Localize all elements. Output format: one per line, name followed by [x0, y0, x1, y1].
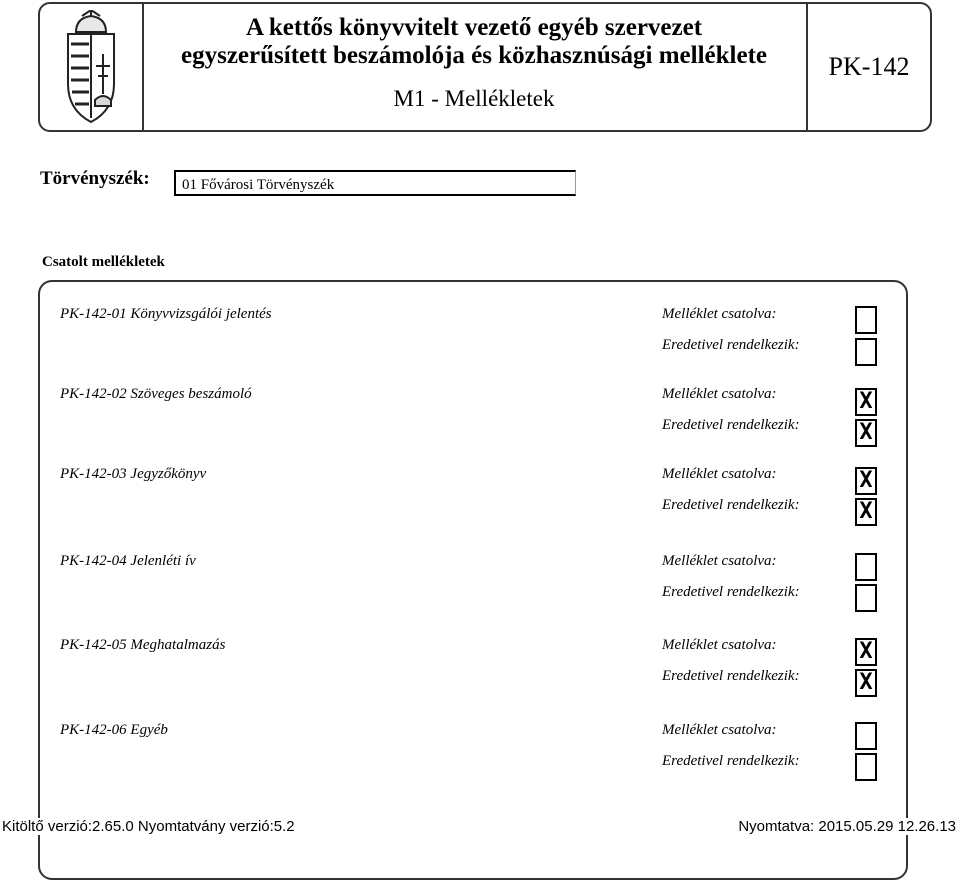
original-question: Eredetivel rendelkezik: — [662, 497, 800, 513]
original-question: Eredetivel rendelkezik: — [662, 753, 800, 769]
form-code: PK-142 — [828, 52, 910, 81]
attached-question: Melléklet csatolva: — [662, 553, 777, 569]
original-question: Eredetivel rendelkezik: — [662, 337, 800, 353]
attachment-row-label: PK-142-02 Szöveges beszámoló — [60, 386, 252, 402]
attached-checkbox[interactable]: X — [855, 388, 877, 416]
original-checkbox[interactable] — [855, 753, 877, 781]
attached-checkbox[interactable] — [855, 306, 877, 334]
court-field[interactable]: 01 Fővárosi Törvényszék — [174, 170, 576, 196]
attachment-row-label: PK-142-06 Egyéb — [60, 722, 168, 738]
section-title: Csatolt mellékletek — [42, 254, 165, 270]
print-timestamp: Nyomtatva: 2015.05.29 12.26.13 — [738, 818, 956, 835]
form-subtitle: M1 - Mellékletek — [393, 86, 555, 111]
form-title-line2: egyszerűsített beszámolója és közhasznúsági melléklete — [181, 42, 767, 69]
attached-question: Melléklet csatolva: — [662, 466, 777, 482]
original-checkbox[interactable]: X — [855, 669, 877, 697]
attachment-row-label: PK-142-04 Jelenléti ív — [60, 553, 196, 569]
original-checkbox[interactable]: X — [855, 419, 877, 447]
original-question: Eredetivel rendelkezik: — [662, 668, 800, 684]
form-header — [38, 2, 932, 132]
original-checkbox[interactable] — [855, 584, 877, 612]
coat-of-arms-cell — [40, 4, 144, 130]
attached-checkbox[interactable] — [855, 722, 877, 750]
attached-question: Melléklet csatolva: — [662, 386, 777, 402]
attached-question: Melléklet csatolva: — [662, 722, 777, 738]
attachment-row-label: PK-142-01 Könyvvizsgálói jelentés — [60, 306, 272, 322]
title-cell — [142, 4, 808, 130]
attached-question: Melléklet csatolva: — [662, 637, 777, 653]
attachment-row-label: PK-142-05 Meghatalmazás — [60, 637, 226, 653]
attachments-panel — [38, 280, 908, 880]
original-question: Eredetivel rendelkezik: — [662, 584, 800, 600]
attachment-row-label: PK-142-03 Jegyzőkönyv — [60, 466, 207, 482]
attached-checkbox[interactable]: X — [855, 638, 877, 666]
original-question: Eredetivel rendelkezik: — [662, 417, 800, 433]
form-title-line1: A kettős könyvvitelt vezető egyéb szervezet — [245, 14, 703, 41]
version-info: Kitöltő verzió:2.65.0 Nyomtatvány verzió:5.2 — [2, 818, 295, 835]
attached-question: Melléklet csatolva: — [662, 306, 777, 322]
coat-of-arms-icon — [62, 10, 120, 126]
attached-checkbox[interactable]: X — [855, 467, 877, 495]
attached-checkbox[interactable] — [855, 553, 877, 581]
original-checkbox[interactable]: X — [855, 498, 877, 526]
court-label: Törvényszék: — [40, 168, 150, 189]
original-checkbox[interactable] — [855, 338, 877, 366]
